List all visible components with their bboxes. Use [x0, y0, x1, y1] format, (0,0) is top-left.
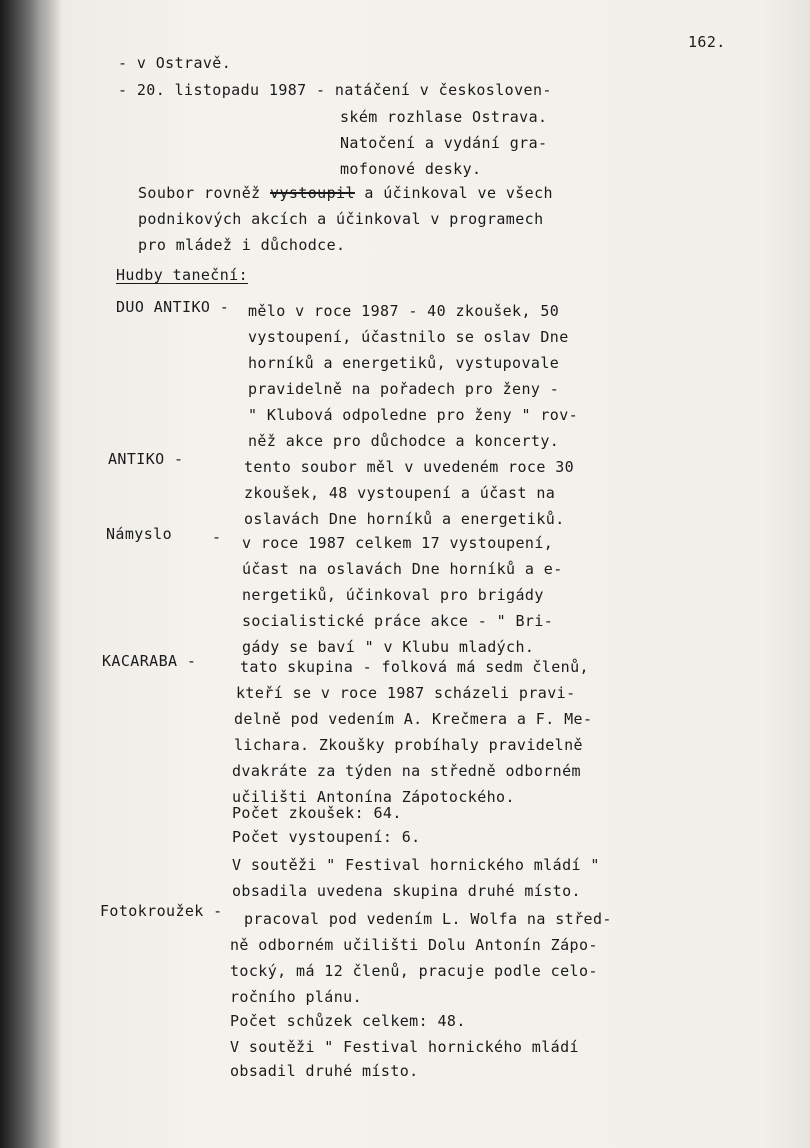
- entry-label-duo-antiko: DUO ANTIKO -: [116, 298, 230, 316]
- foto-line-4: ročního plánu.: [230, 988, 363, 1006]
- namyslo-line-1: v roce 1987 celkem 17 vystoupení,: [242, 534, 554, 552]
- line-top-2: - 20. listopadu 1987 - natáčení v českosloven-: [118, 81, 552, 99]
- namyslo-line-3: nergetiků, účinkoval pro brigády: [242, 586, 544, 604]
- kacaraba-line-8: Počet vystoupení: 6.: [232, 828, 421, 846]
- duo-antiko-line-6: něž akce pro důchodce a koncerty.: [248, 432, 560, 450]
- struck-word: vystoupil: [270, 184, 355, 202]
- kacaraba-line-9: V soutěži " Festival hornického mládí ": [232, 856, 600, 874]
- foto-line-7: obsadil druhé místo.: [230, 1062, 419, 1080]
- section-heading: Hudby taneční:: [116, 266, 249, 284]
- foto-line-6: V soutěži " Festival hornického mládí: [230, 1038, 579, 1056]
- namyslo-line-2: účast na oslavách Dne horníků a e-: [242, 560, 563, 578]
- line-top-4: Natočení a vydání gra-: [340, 134, 548, 152]
- kacaraba-line-10: obsadila uvedena skupina druhé místo.: [232, 882, 581, 900]
- kacaraba-line-5: dvakráte za týden na středně odborném: [232, 762, 581, 780]
- foto-line-3: tocký, má 12 členů, pracuje podle celo-: [230, 962, 598, 980]
- entry-label-antiko: ANTIKO -: [108, 450, 184, 468]
- entry-label-namyslo: Námyslo: [106, 525, 173, 543]
- antiko-line-2: zkoušek, 48 vystoupení a účast na: [244, 484, 556, 502]
- duo-antiko-line-1: mělo v roce 1987 - 40 zkoušek, 50: [248, 302, 560, 320]
- foto-line-2: ně odborném učilišti Dolu Antonín Zápo-: [230, 936, 598, 954]
- entry-label-fotokrouzek: Fotokroužek -: [100, 902, 223, 920]
- summary-line-1: [138, 183, 553, 203]
- kacaraba-line-2: kteří se v roce 1987 scházeli pravi-: [236, 684, 576, 702]
- kacaraba-line-7: Počet zkoušek: 64.: [232, 804, 402, 822]
- namyslo-line-5: gády se baví " v Klubu mladých.: [242, 638, 535, 656]
- duo-antiko-line-2: vystoupení, účastnilo se oslav Dne: [248, 328, 569, 346]
- kacaraba-line-4: lichara. Zkoušky probíhaly pravidelně: [234, 736, 583, 754]
- foto-line-5: Počet schůzek celkem: 48.: [230, 1012, 466, 1030]
- duo-antiko-line-3: horníků a energetiků, vystupovale: [248, 354, 560, 372]
- line-top-1: - v Ostravě.: [118, 54, 232, 72]
- summary-text-a: Soubor rovněž: [138, 184, 271, 202]
- entry-label-kacaraba: KACARABA -: [102, 652, 197, 670]
- antiko-line-1: tento soubor měl v uvedeném roce 30: [244, 458, 575, 476]
- namyslo-line-4: socialistické práce akce - " Bri-: [242, 612, 554, 630]
- page-binding-shadow: [0, 0, 64, 1148]
- line-top-3: ském rozhlase Ostrava.: [340, 108, 548, 126]
- namyslo-dash: -: [212, 528, 222, 546]
- summary-line-3: pro mládež i důchodce.: [138, 236, 346, 254]
- kacaraba-line-1: tato skupina - folková má sedm členů,: [240, 658, 589, 676]
- line-top-5: mofonové desky.: [340, 160, 482, 178]
- kacaraba-line-3: delně pod vedením A. Krečmera a F. Me-: [234, 710, 593, 728]
- duo-antiko-line-5: " Klubová odpoledne pro ženy " rov-: [248, 406, 579, 424]
- duo-antiko-line-4: pravidelně na pořadech pro ženy -: [248, 380, 560, 398]
- antiko-line-3: oslavách Dne horníků a energetiků.: [244, 510, 565, 528]
- page-number: 162.: [688, 33, 726, 51]
- kacaraba-line-6: učilišti Antonína Zápotockého.: [232, 788, 515, 806]
- summary-text-c: a účinkoval ve všech: [354, 184, 553, 202]
- summary-line-2: podnikových akcích a účinkoval v programech: [138, 210, 544, 228]
- foto-line-1: pracoval pod vedením L. Wolfa na střed-: [244, 910, 612, 928]
